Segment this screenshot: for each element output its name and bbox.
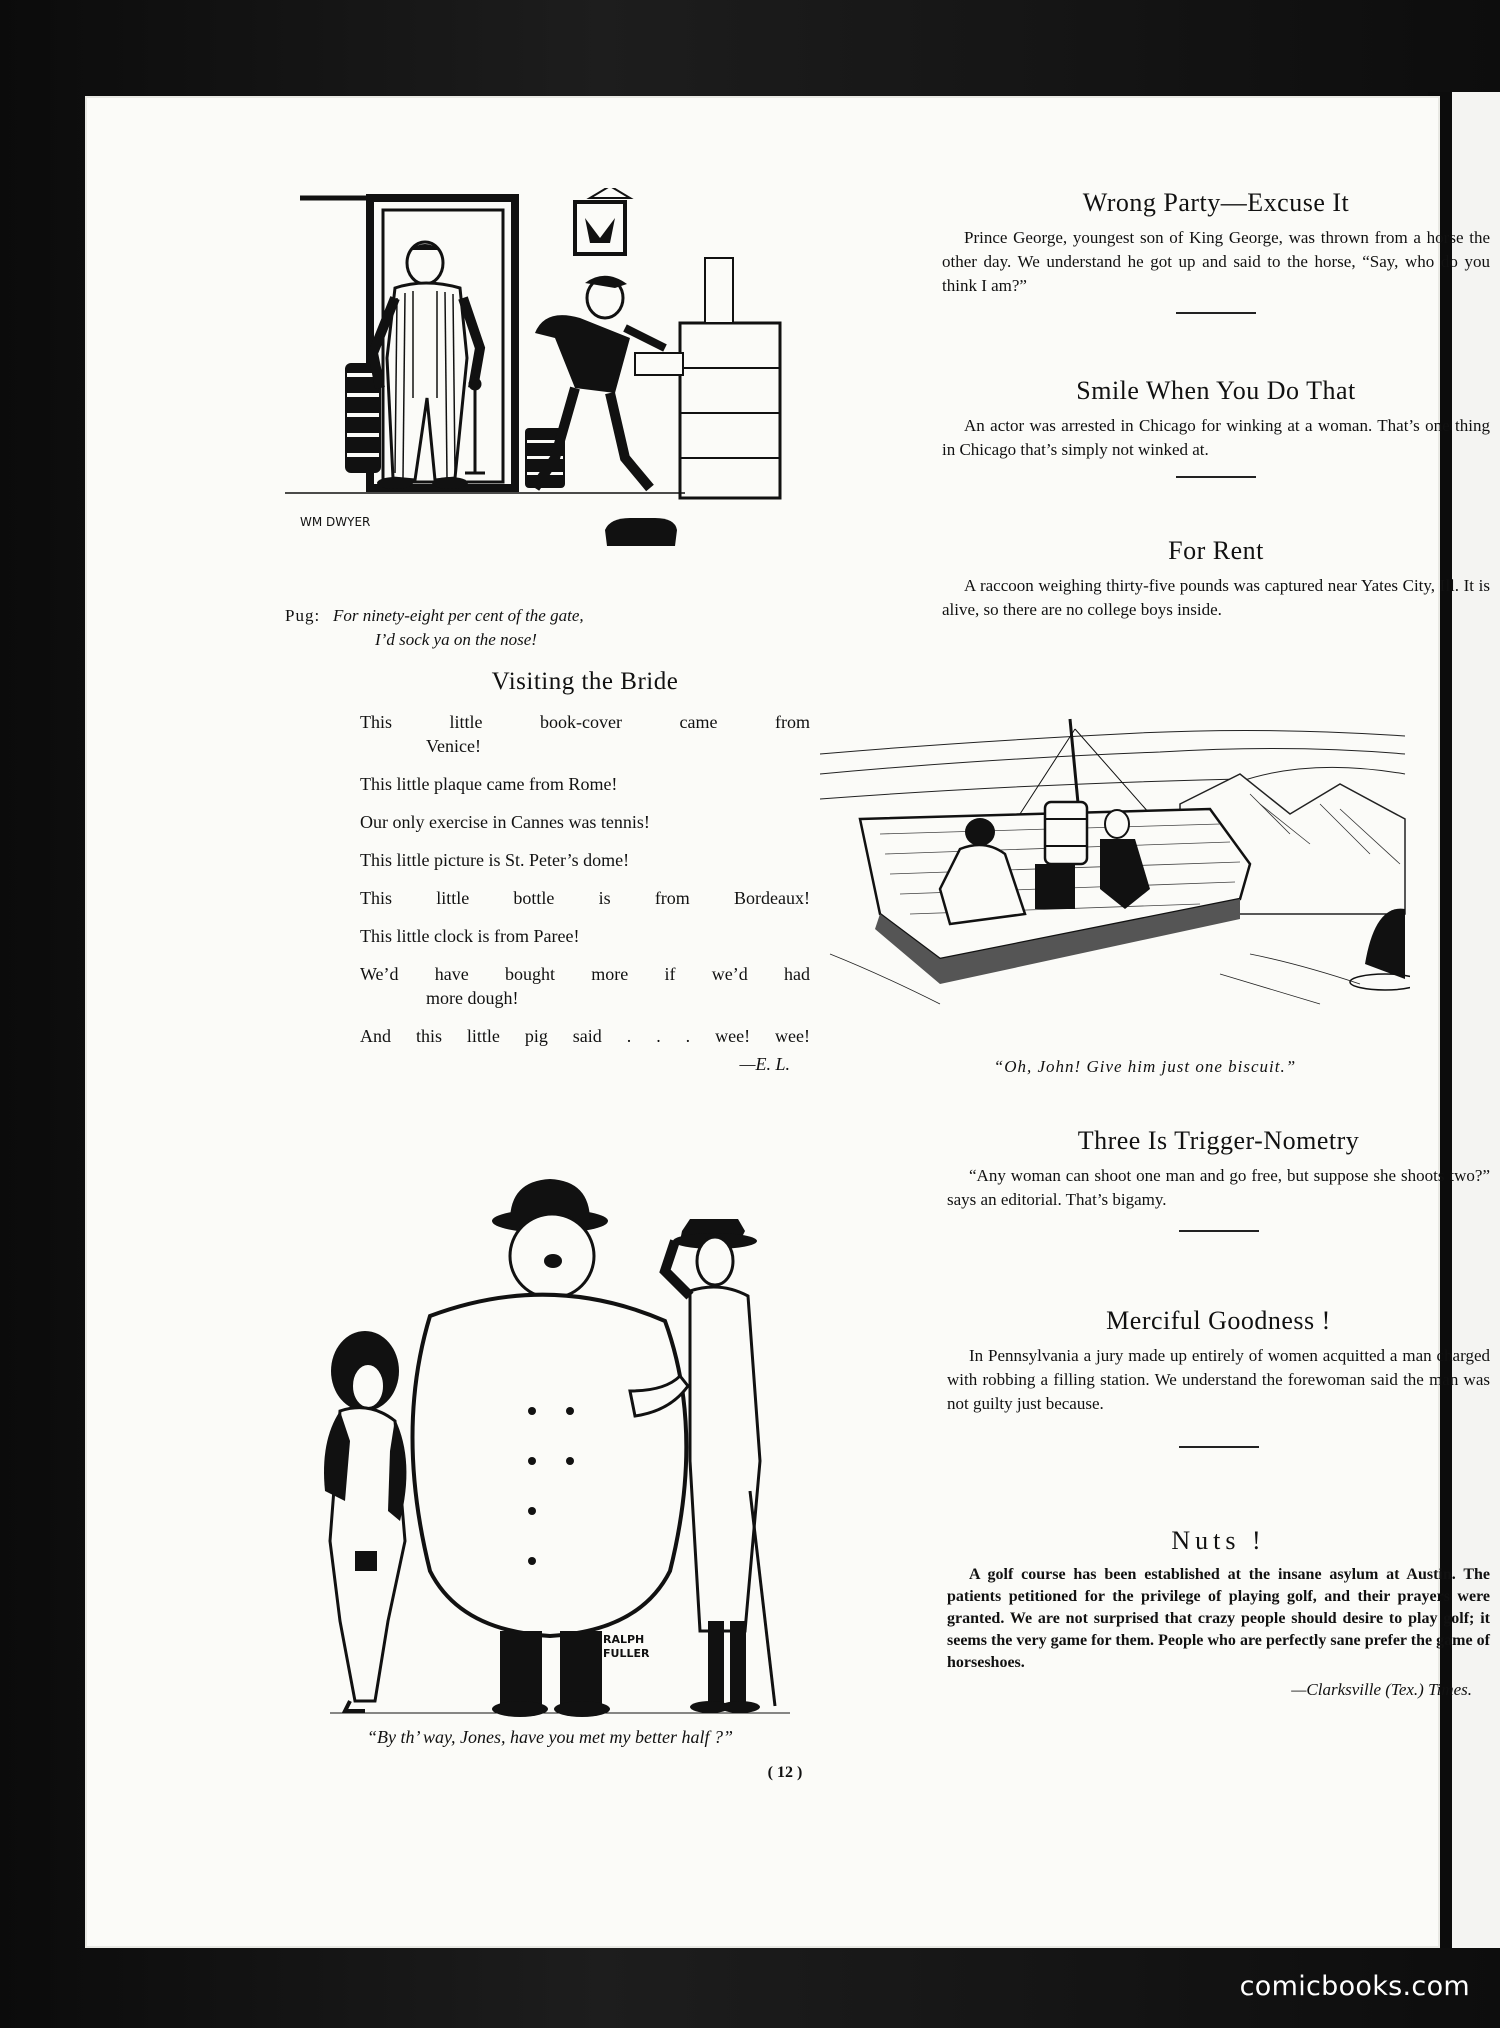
- caption-line-1: For ninety-eight per cent of the gate,: [332, 606, 584, 625]
- fuller-signature-1: RALPH: [603, 1633, 645, 1646]
- divider-rule: [1176, 476, 1256, 478]
- poem-line: This little book-cover came from: [360, 712, 810, 732]
- magazine-page: [85, 96, 1490, 1948]
- poem-line: This little clock is from Paree!: [360, 926, 580, 946]
- article-wrong-party: [942, 188, 1490, 314]
- divider-rule: [1179, 1446, 1259, 1448]
- better-half-caption: “By th’ way, Jones, have you met my better half ?”: [367, 1727, 733, 1747]
- watermark: comicbooks.com: [1239, 1971, 1470, 2002]
- poem-line: Our only exercise in Cannes was tennis!: [360, 812, 650, 832]
- divider-rule: [1176, 312, 1256, 314]
- poem-line: Venice!: [426, 736, 481, 756]
- article-text: A raccoon weighing thirty-five pounds was captured near Yates City, Ill. It is alive, so there are no college boys inside.: [942, 576, 1490, 619]
- article-smile: [942, 376, 1490, 478]
- article-title: For Rent: [1168, 536, 1264, 565]
- poem-line: And this little pig said . . . wee! wee!: [360, 1026, 810, 1046]
- article-title: Smile When You Do That: [1076, 376, 1356, 405]
- article-title: Wrong Party—Excuse It: [1082, 188, 1350, 217]
- poem-title: Visiting the Bride: [491, 668, 679, 695]
- boxer-signature: WM DWYER: [300, 515, 371, 529]
- article-text: In Pennsylvania a jury made up entirely of women acquitted a man charged with robbing a filling station. We understand the forewoman said the man was not guilty just because.: [947, 1346, 1490, 1413]
- article-text: Prince George, youngest son of King George, was thrown from a horse the other day. We understand he got up and said to the horse, “Say, who do you think I am?”: [942, 228, 1490, 295]
- poem-line: This little picture is St. Peter’s dome!: [360, 850, 630, 870]
- article-three-is: [947, 1126, 1490, 1232]
- raft-caption: “Oh, John! Give him just one biscuit.”: [993, 1057, 1297, 1076]
- caption-speaker: Pug:: [285, 606, 321, 625]
- divider-rule: [1179, 1230, 1259, 1232]
- article-nuts: [947, 1526, 1490, 1700]
- poem-line: This little plaque came from Rome!: [360, 774, 618, 794]
- article-merciful: [947, 1306, 1490, 1448]
- article-title: Three Is Trigger-Nometry: [1077, 1126, 1360, 1155]
- boxer-caption: [285, 604, 790, 652]
- article-title: Merciful Goodness !: [1106, 1306, 1331, 1335]
- poem-line: We’d have bought more if we’d had: [360, 964, 810, 984]
- caption-line-2: I’d sock ya on the nose!: [375, 630, 537, 649]
- page-number: ( 12 ): [767, 1764, 803, 1781]
- raft-cartoon: [820, 714, 1410, 1024]
- article-text: A golf course has been established at the insane asylum at Austin. The patients petitioned for the privilege of playing golf, and their prayers were granted. We are not surprised that crazy people should desire to play golf; it seems the very game for them. People who are perfectly sane prefer the game of horseshoes.: [947, 1566, 1490, 1671]
- article-for-rent: [942, 536, 1490, 622]
- fuller-signature-2: FULLER: [603, 1647, 650, 1660]
- poem-line: more dough!: [426, 988, 519, 1008]
- poem-signature: —E. L.: [739, 1054, 790, 1074]
- article-text: “Any woman can shoot one man and go free, but suppose she shoots two?” says an editorial. That’s bigamy.: [947, 1166, 1490, 1209]
- poem: [360, 668, 810, 1075]
- better-half-cartoon: [270, 1161, 800, 1721]
- article-source: —Clarksville (Tex.) Times.: [1291, 1680, 1472, 1699]
- poem-line: This little bottle is from Bordeaux!: [360, 888, 810, 908]
- article-title: Nuts !: [1171, 1526, 1266, 1555]
- article-text: An actor was arrested in Chicago for winking at a woman. That’s one thing in Chicago that’s simply not winked at.: [942, 416, 1490, 459]
